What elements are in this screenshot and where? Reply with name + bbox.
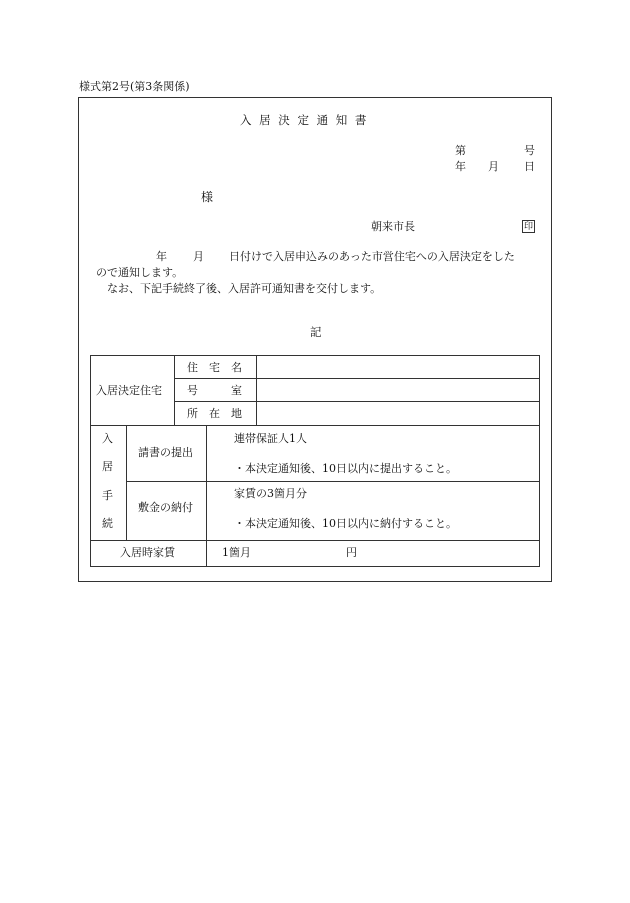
table-divider <box>90 540 540 541</box>
form-label: 様式第2号(第3条関係) <box>79 80 190 93</box>
rent-label: 入居時家賃 <box>120 546 175 559</box>
document-title: 入 居 決 定 通 知 書 <box>240 113 369 127</box>
housing-row-label: 所 在 地 <box>187 407 242 420</box>
procedure-label: 敷金の納付 <box>138 501 193 514</box>
table-divider <box>256 355 257 425</box>
procedure-header-char: 手 <box>102 489 113 502</box>
table-divider <box>174 355 175 425</box>
body-line2: ので通知します。 <box>96 266 184 279</box>
body-month: 月 <box>193 250 204 263</box>
date-year: 年 <box>455 160 466 173</box>
procedure-detail: ・本決定通知後、10日以内に提出すること。 <box>234 462 457 475</box>
table-divider <box>206 425 207 567</box>
table-divider <box>174 378 540 379</box>
body-year: 年 <box>156 250 167 263</box>
ki-heading: 記 <box>310 325 322 339</box>
procedure-header-char: 続 <box>102 517 113 530</box>
table-divider <box>126 425 127 540</box>
date-month: 月 <box>488 160 499 173</box>
number-prefix: 第 <box>455 144 466 157</box>
procedure-header-char: 居 <box>102 460 113 473</box>
issuer-name: 朝来市長 <box>371 220 415 233</box>
procedure-header-char: 入 <box>102 432 113 445</box>
seal-mark: 印 <box>523 222 533 232</box>
rent-months: 1箇月 <box>222 546 251 559</box>
procedure-label: 請書の提出 <box>138 446 193 459</box>
date-day: 日 <box>524 160 535 173</box>
procedure-detail: 連帯保証人1人 <box>234 432 307 445</box>
procedure-detail: 家賃の3箇月分 <box>234 487 307 500</box>
rent-unit: 円 <box>346 546 357 559</box>
addressee-suffix: 様 <box>201 190 214 204</box>
body-line3: なお、下記手続終了後、入居許可通知書を交付します。 <box>107 282 382 295</box>
body-line1: 日付けで入居申込みのあった市営住宅への入居決定をした <box>229 250 515 263</box>
procedure-detail: ・本決定通知後、10日以内に納付すること。 <box>234 517 457 530</box>
number-suffix: 号 <box>524 144 535 157</box>
housing-row-label: 住 宅 名 <box>187 361 242 374</box>
housing-row-label: 号 室 <box>187 384 242 397</box>
table-divider <box>90 425 540 426</box>
table-divider <box>126 481 540 482</box>
table-divider <box>174 401 540 402</box>
housing-header: 入居決定住宅 <box>96 384 162 397</box>
